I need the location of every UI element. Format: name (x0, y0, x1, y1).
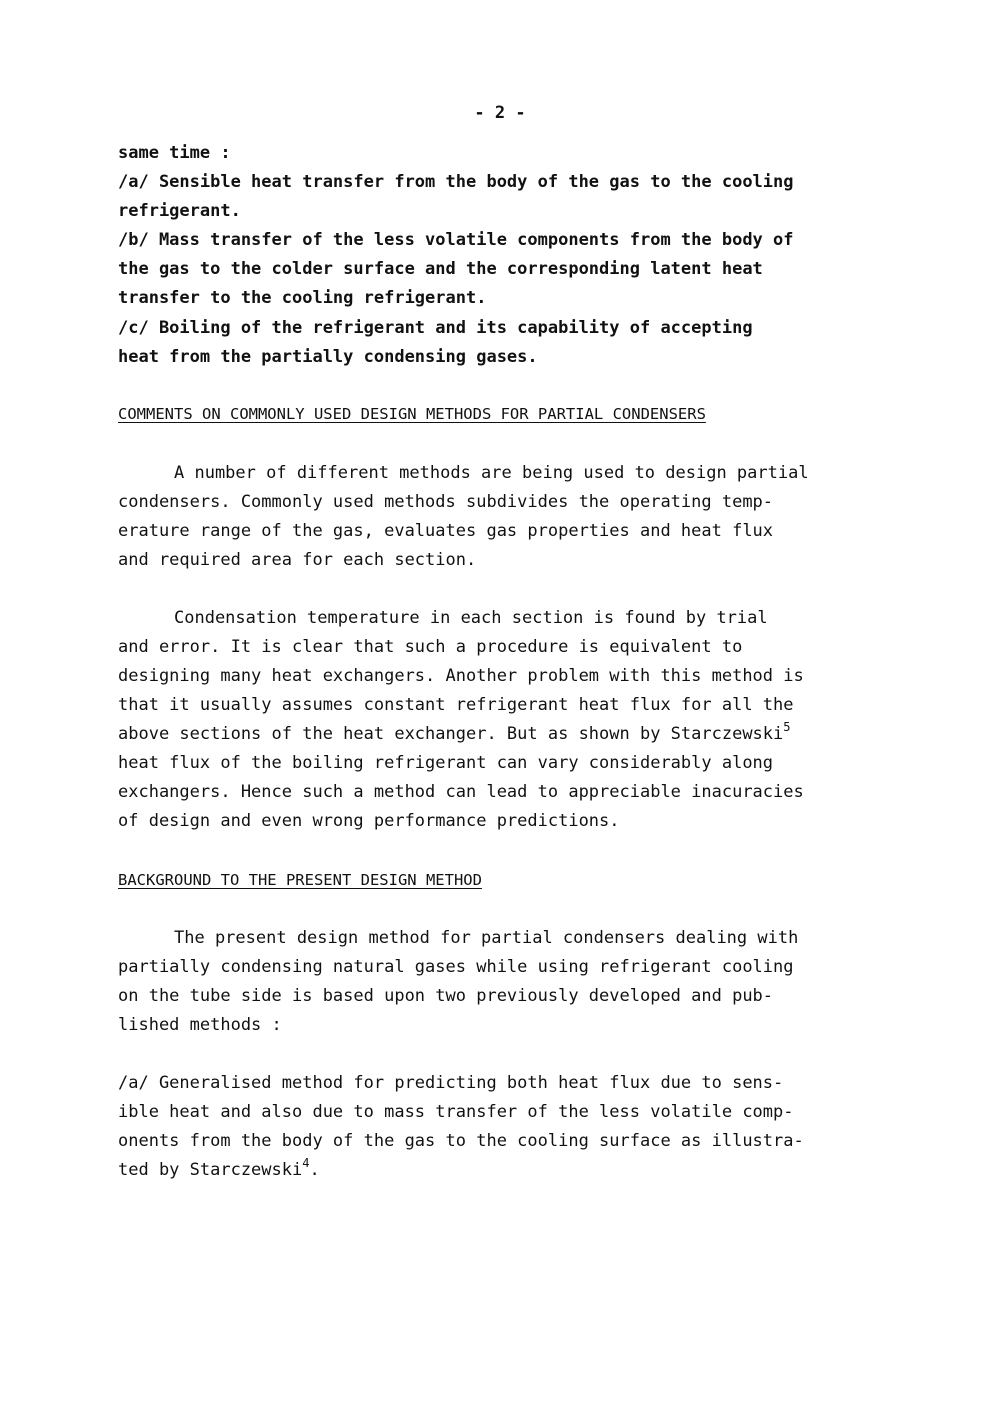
paragraph-line: heat flux of the boiling refrigerant can vary considerably along (118, 753, 774, 773)
paragraph-line: and error. It is clear that such a procedure is equivalent to (118, 637, 743, 657)
intro-line: transfer to the cooling refrigerant. (118, 288, 487, 308)
paragraph-line: that it usually assumes constant refrigerant heat flux for all the (118, 695, 794, 715)
paragraph-line: designing many heat exchangers. Another problem with this method is (118, 666, 804, 686)
reference-superscript: 4 (302, 1156, 310, 1170)
section-heading-background: BACKGROUND TO THE PRESENT DESIGN METHOD (118, 871, 482, 889)
paragraph-line: lished methods : (118, 1015, 282, 1035)
paragraph-line: Condensation temperature in each section is found by trial (174, 608, 768, 628)
paragraph-line: The present design method for partial condensers dealing with (174, 928, 799, 948)
list-item-line: /a/ Generalised method for predicting both heat flux due to sens- (118, 1073, 784, 1093)
intro-line: heat from the partially condensing gases. (118, 347, 538, 367)
intro-line: refrigerant. (118, 201, 241, 221)
reference-superscript: 5 (783, 720, 791, 734)
list-item-line: ible heat and also due to mass transfer of the less volatile comp- (118, 1102, 794, 1122)
paragraph-text: above sections of the heat exchanger. But as shown by Starczewski (118, 724, 784, 744)
intro-line: /c/ Boiling of the refrigerant and its capability of accepting (118, 318, 753, 338)
intro-line: same time : (118, 143, 231, 163)
paragraph-line: exchangers. Hence such a method can lead to appreciable inacuracies (118, 782, 804, 802)
paragraph-line (118, 720, 791, 744)
paragraph-line: partially condensing natural gases while using refrigerant cooling (118, 957, 794, 977)
list-item-line: onents from the body of the gas to the cooling surface as illustra- (118, 1131, 804, 1151)
paragraph-line: on the tube side is based upon two previously developed and pub- (118, 986, 774, 1006)
paragraph-line: of design and even wrong performance predictions. (118, 811, 620, 831)
paragraph-line: and required area for each section. (118, 550, 477, 570)
intro-line: /b/ Mass transfer of the less volatile components from the body of (118, 230, 794, 250)
intro-line: /a/ Sensible heat transfer from the body of the gas to the cooling (118, 172, 794, 192)
paragraph-line: erature range of the gas, evaluates gas properties and heat flux (118, 521, 774, 541)
paragraph-line: A number of different methods are being used to design partial (174, 463, 809, 483)
list-item-end: . (309, 1160, 320, 1180)
page-number: - 2 - (474, 103, 526, 123)
list-item-line (118, 1156, 320, 1180)
paragraph-line: condensers. Commonly used methods subdivides the operating temp- (118, 492, 774, 512)
intro-line: the gas to the colder surface and the corresponding latent heat (118, 259, 763, 279)
list-item-text: ted by Starczewski (118, 1160, 303, 1180)
section-heading-comments: COMMENTS ON COMMONLY USED DESIGN METHODS FOR PARTIAL CONDENSERS (118, 405, 706, 423)
